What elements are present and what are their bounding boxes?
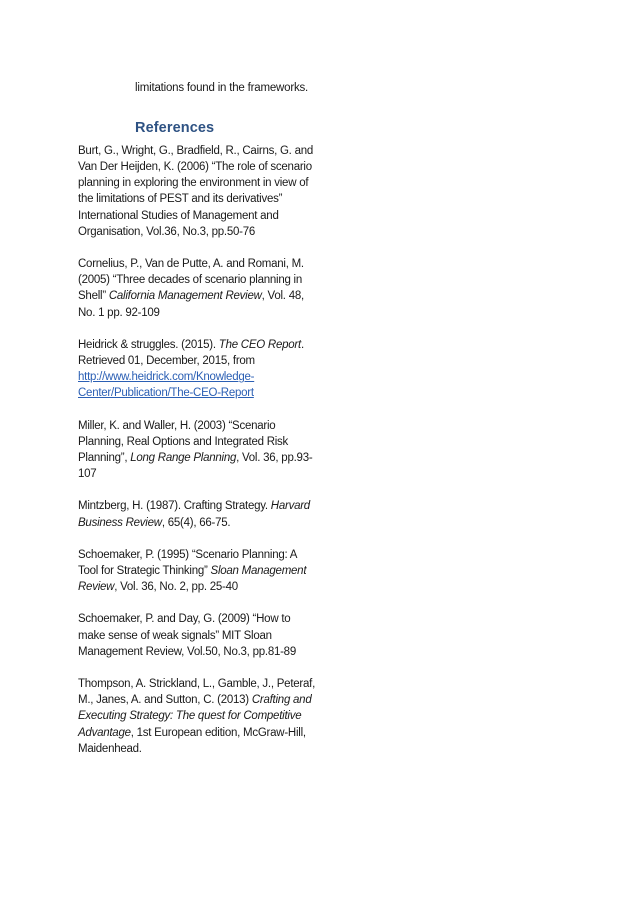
reference-entry	[78, 498, 318, 530]
reference-text: Schoemaker, P. (1995) “Scenario Planning: A Tool for Strategic Thinking”	[78, 548, 297, 577]
reference-text: , Vol. 36, No. 2, pp. 25-40	[114, 581, 238, 594]
reference-entry	[78, 611, 318, 659]
reference-text: , 1st European edition, McGraw-Hill, Maidenhead.	[78, 726, 306, 755]
reference-title-italic: The CEO Report	[218, 338, 301, 351]
reference-link[interactable]: http://www.heidrick.com/Knowledge-Center/Publication/The-CEO-Report	[78, 371, 255, 400]
reference-text: . Retrieved 01, December, 2015, from	[78, 338, 304, 367]
reference-text: Burt, G., Wright, G., Bradfield, R., Cairns, G. and Van Der Heijden, K. (2006) “The role of scenario planning in exploring the environment in view of the limitations of PEST and its derivatives” International Studies of Management and Organisation, Vol.36, No.3, pp.50-76	[78, 145, 314, 238]
reference-text: , 65(4), 66-75.	[161, 516, 231, 529]
reference-text: , Vol. 48, No. 1 pp. 92-109	[78, 290, 304, 319]
reference-list	[78, 143, 318, 773]
reference-text: Heidrick & struggles. (2015).	[78, 338, 219, 351]
reference-entry	[78, 547, 318, 595]
reference-entry	[78, 676, 318, 757]
reference-title-italic: Harvard Business Review	[78, 500, 310, 529]
references-heading: References	[135, 120, 215, 136]
reference-title-italic: Crafting and Executing Strategy: The quest for Competitive Advantage	[78, 694, 312, 739]
reference-text: Thompson, A. Strickland, L., Gamble, J., Peteraf, M., Janes, A. and Sutton, C. (2013)	[78, 678, 316, 707]
reference-entry	[78, 337, 318, 402]
reference-title-italic: California Management Review	[108, 290, 262, 303]
reference-entry	[78, 418, 318, 483]
reference-title-italic: Sloan Management Review	[78, 564, 307, 594]
reference-entry	[78, 256, 318, 321]
intro-text: limitations found in the frameworks.	[135, 82, 309, 94]
reference-entry	[78, 143, 318, 240]
reference-title-italic: Long Range Planning	[130, 451, 237, 464]
reference-text: Miller, K. and Waller, H. (2003) “Scenario Planning, Real Options and Integrated Risk Planning”,	[78, 419, 289, 464]
reference-text: Schoemaker, P. and Day, G. (2009) “How to make sense of weak signals” MIT Sloan Management Review, Vol.50, No.3, pp.81-89	[78, 613, 296, 658]
reference-text: Mintzberg, H. (1987). Crafting Strategy.	[78, 500, 271, 513]
reference-text: , Vol. 36, pp.93-107	[78, 451, 313, 481]
reference-text: Cornelius, P., Van de Putte, A. and Romani, M. (2005) “Three decades of scenario planning in Shell”	[78, 258, 304, 303]
